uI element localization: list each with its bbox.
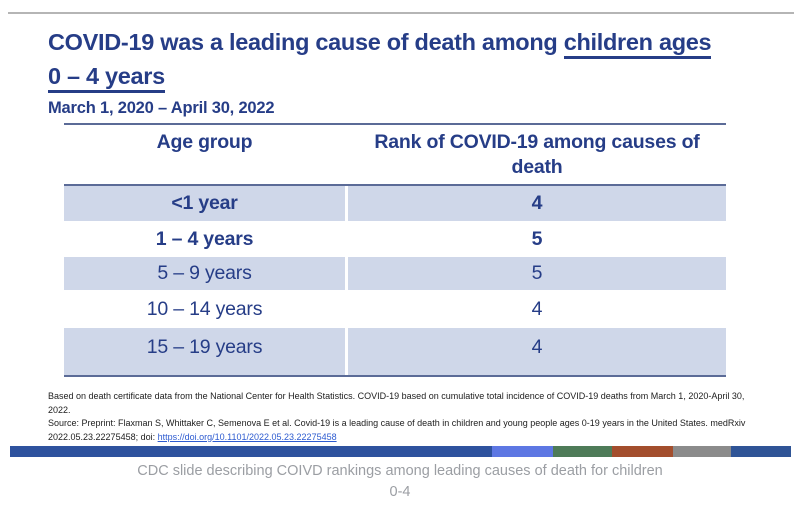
rank-cell: 5 (531, 228, 543, 250)
age-group-cell: 10 – 14 years (146, 298, 263, 320)
footer-bar-segment-gray (673, 446, 731, 457)
rank-table (64, 123, 726, 377)
table-row (64, 328, 726, 375)
rank-table-header (64, 125, 726, 184)
rank-table-body (64, 184, 726, 377)
slide-date-range: March 1, 2020 – April 30, 2022 (48, 99, 275, 117)
slide-footer-color-bar (10, 446, 791, 457)
table-row (64, 257, 726, 290)
image-caption (0, 461, 800, 503)
column-header-rank: Rank of COVID-19 among causes of death (374, 131, 700, 178)
table-row (64, 186, 726, 221)
rank-cell: 4 (348, 328, 726, 375)
age-group-cell: 1 – 4 years (155, 228, 254, 250)
rank-cell: 4 (348, 186, 726, 221)
doi-link[interactable]: https://doi.org/10.1101/2022.05.23.22275458 (157, 431, 337, 442)
footnote-citation-text: Source: Preprint: Flaxman S, Whittaker C, Semenova E et al. Covid-19 is a leading cause of death in children and young people ages 0-19 years in the United States. medRxiv 2022.05.23.22275458; doi: (48, 418, 746, 442)
column-header-age-group: Age group (156, 131, 253, 153)
age-group-cell: 5 – 9 years (64, 257, 345, 290)
footnote-block (48, 390, 748, 444)
age-group-cell: <1 year (64, 186, 345, 221)
footnote-data-source: Based on death certificate data from the National Center for Health Statistics. COVID-19 based on cumulative total incidence of COVID-19 deaths from March 1, 2020-April 30, 2022. (48, 391, 745, 415)
footer-bar-segment-dark-blue (10, 446, 492, 457)
age-group-cell: 15 – 19 years (64, 328, 345, 375)
footer-bar-segment-blue (731, 446, 791, 457)
slide-title-text: COVID-19 was a leading cause of death among (48, 29, 564, 55)
footer-bar-segment-periwinkle (492, 446, 553, 457)
slide-title-underlined-part2: 0 – 4 years (48, 63, 165, 93)
slide-title (48, 25, 793, 93)
table-row (64, 221, 726, 257)
footer-bar-segment-green (553, 446, 612, 457)
footnote-citation (48, 417, 748, 444)
footer-bar-segment-rust (612, 446, 673, 457)
slide-title-underlined-part1: children ages (564, 29, 712, 59)
rank-cell: 4 (531, 298, 543, 320)
image-caption-text: CDC slide describing COIVD rankings among leading causes of death for children 0-4 (137, 463, 663, 500)
top-divider-rule (8, 12, 794, 14)
table-row (64, 290, 726, 328)
rank-cell: 5 (348, 257, 726, 290)
